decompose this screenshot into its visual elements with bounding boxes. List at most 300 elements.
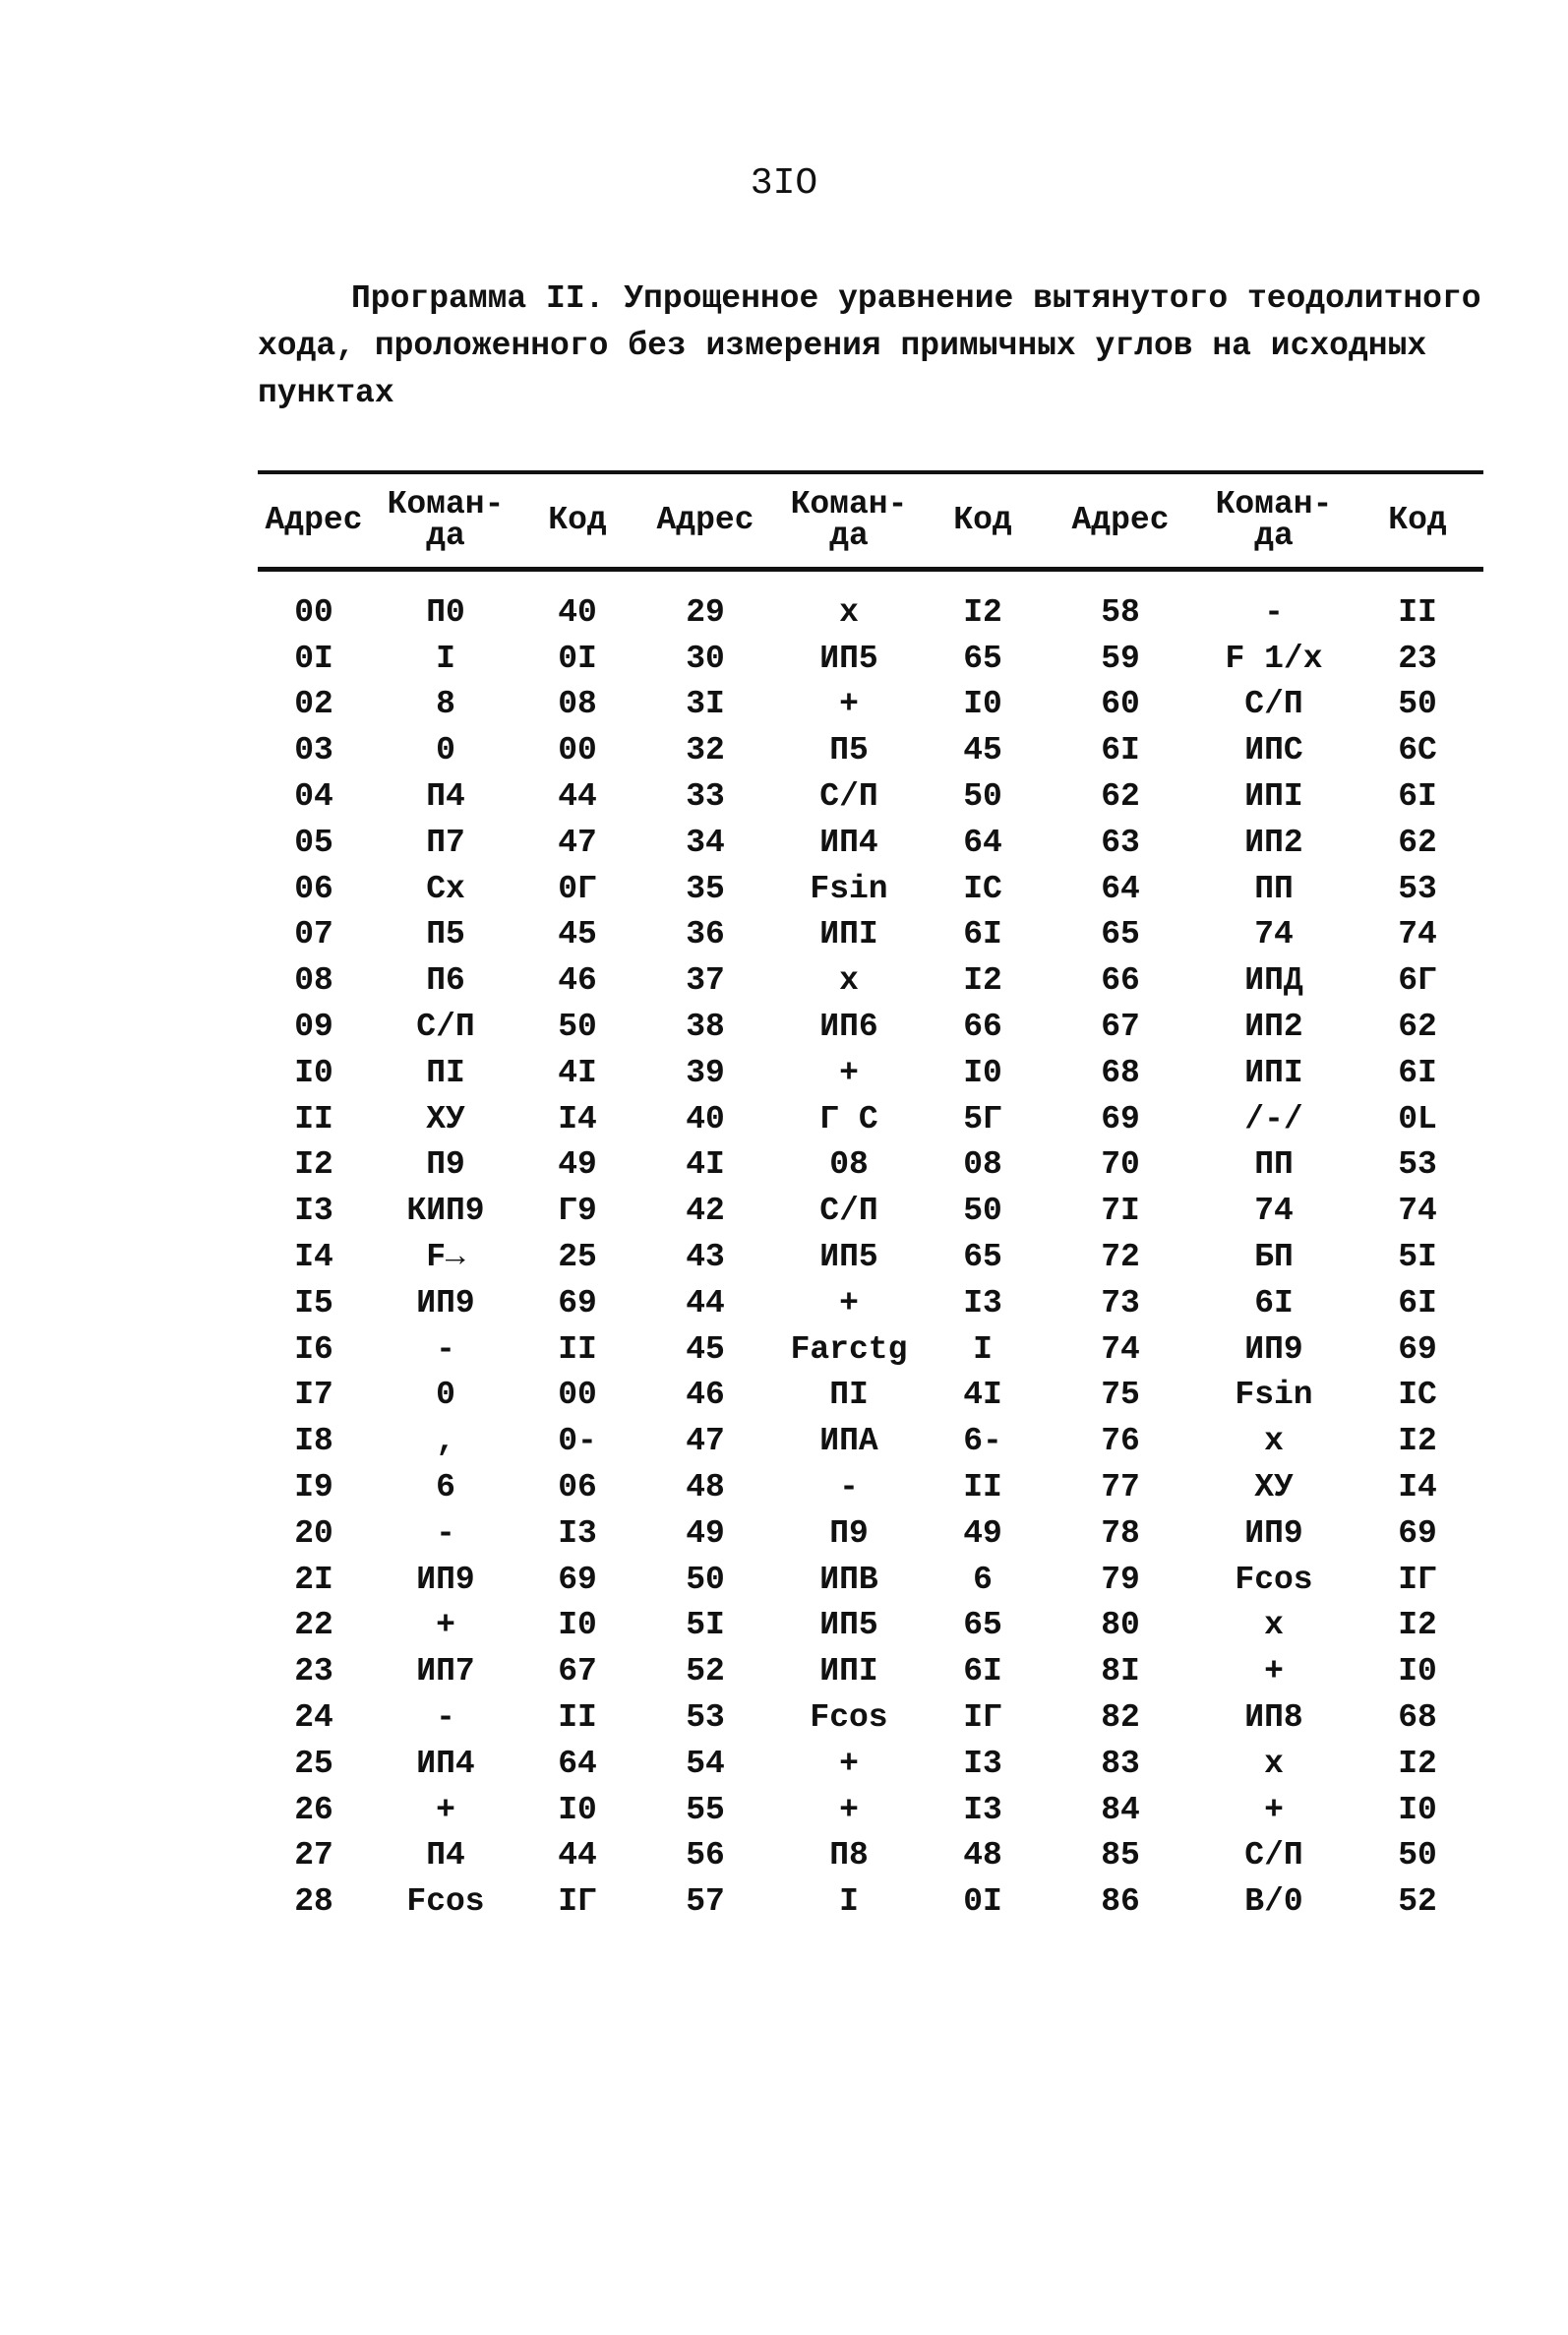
table-cell: 29	[686, 593, 725, 631]
table-cell: I0	[963, 686, 1002, 723]
table-row	[258, 1142, 1483, 1189]
table-row	[258, 1787, 1483, 1833]
table-cell: П7	[426, 824, 465, 861]
table-cell: I4	[294, 1239, 333, 1276]
table-cell: 6I	[1398, 1284, 1437, 1321]
table-cell: ПП	[1254, 1146, 1294, 1184]
table-cell: x	[839, 593, 859, 631]
table-row	[258, 1234, 1483, 1280]
table-cell: 09	[294, 1009, 333, 1046]
table-cell: 07	[294, 916, 333, 953]
table-cell: 0	[436, 1377, 455, 1414]
table-cell: П9	[829, 1514, 869, 1552]
table-cell: Fcos	[810, 1699, 888, 1737]
table-cell: 00	[558, 732, 597, 769]
table-cell: I4	[1398, 1469, 1437, 1506]
table-cell: I2	[963, 593, 1002, 631]
table-cell: 55	[686, 1791, 725, 1828]
table-cell: 00	[294, 593, 333, 631]
caption-line-2: хода, проложенного без измерения примычных углов на исходных	[258, 328, 1427, 364]
table-cell: 50	[963, 1193, 1002, 1230]
table-cell: 08	[294, 962, 333, 1000]
table-cell: -	[436, 1699, 455, 1737]
table-cell: x	[839, 962, 859, 1000]
table-row	[258, 1373, 1483, 1419]
table-cell: 62	[1398, 824, 1437, 861]
table-cell: БП	[1254, 1239, 1294, 1276]
table-cell: 85	[1101, 1837, 1140, 1874]
table-cell: ИП4	[416, 1745, 475, 1782]
table-cell: -	[436, 1514, 455, 1552]
table-cell: 35	[686, 870, 725, 907]
table-cell: ИП9	[416, 1561, 475, 1598]
table-cell: F→	[426, 1239, 465, 1276]
table-cell: 39	[686, 1054, 725, 1091]
table-cell: 6	[973, 1561, 993, 1598]
table-cell: +	[1264, 1791, 1284, 1828]
table-cell: I	[436, 640, 455, 677]
table-cell: 74	[1254, 916, 1294, 953]
table-row	[258, 572, 1483, 636]
caption-line-3: пунктах	[258, 375, 394, 411]
column-header-1: Коман- да	[387, 486, 505, 554]
table-row	[258, 1464, 1483, 1510]
table-cell: 22	[294, 1607, 333, 1644]
table-row	[258, 727, 1483, 773]
table-cell: 48	[963, 1837, 1002, 1874]
table-cell: II	[963, 1469, 1002, 1506]
table-header-row	[258, 474, 1483, 567]
table-cell: 44	[558, 1837, 597, 1874]
column-header-7: Коман- да	[1215, 486, 1333, 554]
column-header-5: Код	[953, 502, 1012, 538]
table-cell: ИПI	[1244, 778, 1303, 816]
table-cell: I3	[963, 1745, 1002, 1782]
table-cell: В/0	[1244, 1883, 1303, 1921]
table-cell: 40	[686, 1100, 725, 1137]
table-cell: 78	[1101, 1514, 1140, 1552]
table-cell: 72	[1101, 1239, 1140, 1276]
table-cell: 6I	[1398, 778, 1437, 816]
table-cell: 50	[963, 778, 1002, 816]
table-cell: 0-	[558, 1423, 597, 1460]
table-body	[258, 572, 1483, 1925]
table-cell: 69	[1398, 1514, 1437, 1552]
table-cell: 49	[963, 1514, 1002, 1552]
column-header-4: Коман- да	[790, 486, 908, 554]
page-number: 3IO	[750, 162, 818, 205]
table-cell: I9	[294, 1469, 333, 1506]
table-cell: ИП9	[1244, 1514, 1303, 1552]
table-cell: П4	[426, 1837, 465, 1874]
table-row	[258, 1280, 1483, 1326]
table-cell: -	[1264, 593, 1284, 631]
program-table	[258, 470, 1483, 1925]
table-cell: 77	[1101, 1469, 1140, 1506]
table-cell: 2I	[294, 1561, 333, 1598]
table-row	[258, 1694, 1483, 1741]
table-cell: Fcos	[406, 1883, 485, 1921]
table-cell: ИПА	[819, 1423, 878, 1460]
table-cell: П4	[426, 778, 465, 816]
table-cell: 53	[686, 1699, 725, 1737]
table-cell: II	[294, 1100, 333, 1137]
table-cell: I4	[558, 1100, 597, 1137]
table-cell: 37	[686, 962, 725, 1000]
table-cell: 80	[1101, 1607, 1140, 1644]
table-cell: 62	[1101, 778, 1140, 816]
table-cell: ИП8	[1244, 1699, 1303, 1737]
table-cell: 48	[686, 1469, 725, 1506]
table-cell: ИПВ	[819, 1561, 878, 1598]
table-cell: ИП2	[1244, 1009, 1303, 1046]
table-cell: x	[1264, 1745, 1284, 1782]
table-cell: ИП9	[416, 1284, 475, 1321]
table-cell: 67	[558, 1653, 597, 1690]
table-row	[258, 1741, 1483, 1787]
table-cell: 65	[963, 1239, 1002, 1276]
table-cell: ,	[436, 1423, 455, 1460]
table-cell: /-/	[1244, 1100, 1303, 1137]
table-cell: 68	[1398, 1699, 1437, 1737]
table-cell: 27	[294, 1837, 333, 1874]
table-cell: Fsin	[810, 870, 888, 907]
table-cell: ПП	[1254, 870, 1294, 907]
table-cell: 50	[558, 1009, 597, 1046]
table-cell: +	[839, 1054, 859, 1091]
table-cell: +	[436, 1791, 455, 1828]
table-cell: ИПI	[819, 916, 878, 953]
table-cell: 8	[436, 686, 455, 723]
table-cell: С/П	[1244, 686, 1303, 723]
table-cell: 52	[1398, 1883, 1437, 1921]
table-row	[258, 1557, 1483, 1603]
table-cell: 69	[558, 1284, 597, 1321]
table-cell: 64	[1101, 870, 1140, 907]
table-cell: Г9	[558, 1193, 597, 1230]
table-cell: 28	[294, 1883, 333, 1921]
table-cell: 65	[1101, 916, 1140, 953]
table-cell: 05	[294, 824, 333, 861]
table-cell: 64	[558, 1745, 597, 1782]
table-cell: П8	[829, 1837, 869, 1874]
table-cell: F 1/x	[1225, 640, 1323, 677]
table-cell: Farctg	[790, 1330, 908, 1368]
table-cell: 82	[1101, 1699, 1140, 1737]
table-cell: 6-	[963, 1423, 1002, 1460]
table-cell: 54	[686, 1745, 725, 1782]
table-row	[258, 912, 1483, 958]
table-cell: 49	[558, 1146, 597, 1184]
table-cell: 30	[686, 640, 725, 677]
table-cell: 6С	[1398, 732, 1437, 769]
table-cell: 4I	[963, 1377, 1002, 1414]
table-cell: 32	[686, 732, 725, 769]
table-cell: -	[436, 1330, 455, 1368]
table-cell: I	[973, 1330, 993, 1368]
table-cell: 5I	[686, 1607, 725, 1644]
table-cell: Fsin	[1235, 1377, 1313, 1414]
table-cell: 08	[963, 1146, 1002, 1184]
table-cell: I2	[1398, 1745, 1437, 1782]
table-row	[258, 1050, 1483, 1096]
table-cell: 25	[294, 1745, 333, 1782]
table-cell: I0	[294, 1054, 333, 1091]
table-cell: Fcos	[1235, 1561, 1313, 1598]
table-cell: 6I	[1254, 1284, 1294, 1321]
table-row	[258, 1648, 1483, 1694]
table-cell: +	[1264, 1653, 1284, 1690]
table-cell: 08	[558, 686, 597, 723]
table-cell: ИП5	[819, 1239, 878, 1276]
table-cell: 86	[1101, 1883, 1140, 1921]
table-cell: 4I	[558, 1054, 597, 1091]
table-cell: П5	[426, 916, 465, 953]
table-row	[258, 1418, 1483, 1464]
table-cell: ИП6	[819, 1009, 878, 1046]
table-row	[258, 1326, 1483, 1373]
table-cell: 59	[1101, 640, 1140, 677]
column-header-0: Адрес	[265, 502, 363, 538]
table-caption	[258, 276, 1481, 417]
table-cell: 56	[686, 1837, 725, 1874]
table-cell: I8	[294, 1423, 333, 1460]
table-cell: 74	[1101, 1330, 1140, 1368]
table-cell: I6	[294, 1330, 333, 1368]
table-cell: +	[839, 1284, 859, 1321]
table-cell: 57	[686, 1883, 725, 1921]
table-cell: 36	[686, 916, 725, 953]
table-cell: 6	[436, 1469, 455, 1506]
table-cell: 0I	[558, 640, 597, 677]
table-cell: 79	[1101, 1561, 1140, 1598]
table-cell: 45	[558, 916, 597, 953]
table-cell: I2	[294, 1146, 333, 1184]
table-cell: I0	[1398, 1653, 1437, 1690]
table-cell: ИП7	[416, 1653, 475, 1690]
table-cell: 0I	[963, 1883, 1002, 1921]
table-cell: 60	[1101, 686, 1140, 723]
table-cell: 50	[1398, 686, 1437, 723]
table-cell: I2	[1398, 1607, 1437, 1644]
table-row	[258, 1833, 1483, 1879]
table-row	[258, 1096, 1483, 1142]
table-cell: 74	[1398, 916, 1437, 953]
table-cell: Сх	[426, 870, 465, 907]
table-cell: 50	[686, 1561, 725, 1598]
table-cell: 66	[1101, 962, 1140, 1000]
table-cell: 08	[829, 1146, 869, 1184]
table-cell: I0	[1398, 1791, 1437, 1828]
table-cell: С/П	[1244, 1837, 1303, 1874]
table-cell: ИП2	[1244, 824, 1303, 861]
table-cell: 42	[686, 1193, 725, 1230]
table-cell: П6	[426, 962, 465, 1000]
table-cell: 0	[436, 732, 455, 769]
table-cell: 46	[558, 962, 597, 1000]
table-cell: I3	[963, 1791, 1002, 1828]
table-cell: 04	[294, 778, 333, 816]
table-cell: 84	[1101, 1791, 1140, 1828]
table-cell: I0	[963, 1054, 1002, 1091]
table-cell: 64	[963, 824, 1002, 861]
table-cell: 00	[558, 1377, 597, 1414]
program-grid	[258, 474, 1483, 1925]
table-row	[258, 1603, 1483, 1649]
table-cell: П9	[426, 1146, 465, 1184]
table-cell: ИП9	[1244, 1330, 1303, 1368]
table-cell: 45	[686, 1330, 725, 1368]
table-row	[258, 1004, 1483, 1050]
table-cell: Г С	[819, 1100, 878, 1137]
table-cell: 6Г	[1398, 962, 1437, 1000]
column-header-2: Код	[548, 502, 607, 538]
table-cell: 44	[558, 778, 597, 816]
table-cell: ХУ	[426, 1100, 465, 1137]
table-cell: 6I	[963, 916, 1002, 953]
table-cell: С/П	[819, 1193, 878, 1230]
table-cell: С/П	[416, 1009, 475, 1046]
table-cell: I	[839, 1883, 859, 1921]
table-cell: 0Г	[558, 870, 597, 907]
table-cell: +	[839, 686, 859, 723]
table-cell: 74	[1254, 1193, 1294, 1230]
table-row	[258, 866, 1483, 912]
table-cell: ИП5	[819, 1607, 878, 1644]
table-cell: 8I	[1101, 1653, 1140, 1690]
table-cell: 66	[963, 1009, 1002, 1046]
table-cell: 0L	[1398, 1100, 1437, 1137]
table-cell: 03	[294, 732, 333, 769]
table-cell: IГ	[1398, 1561, 1437, 1598]
table-cell: 44	[686, 1284, 725, 1321]
table-cell: 52	[686, 1653, 725, 1690]
table-row	[258, 1188, 1483, 1234]
table-cell: I0	[558, 1791, 597, 1828]
table-cell: ИП5	[819, 640, 878, 677]
table-cell: ИПI	[819, 1653, 878, 1690]
table-cell: 7I	[1101, 1193, 1140, 1230]
table-cell: II	[558, 1699, 597, 1737]
table-cell: 06	[294, 870, 333, 907]
table-row	[258, 1510, 1483, 1557]
column-header-3: Адрес	[656, 502, 754, 538]
table-cell: 0I	[294, 640, 333, 677]
table-cell: ПI	[829, 1377, 869, 1414]
table-cell: 74	[1398, 1193, 1437, 1230]
table-cell: 02	[294, 686, 333, 723]
table-cell: IГ	[558, 1883, 597, 1921]
table-cell: II	[558, 1330, 597, 1368]
caption-line-1: Программа II. Упрощенное уравнение вытянутого теодолитного	[351, 280, 1481, 317]
table-cell: 34	[686, 824, 725, 861]
table-cell: 40	[558, 593, 597, 631]
table-cell: 06	[558, 1469, 597, 1506]
table-cell: 73	[1101, 1284, 1140, 1321]
table-cell: 49	[686, 1514, 725, 1552]
table-cell: 53	[1398, 1146, 1437, 1184]
table-cell: 6I	[1398, 1054, 1437, 1091]
table-row	[258, 1878, 1483, 1925]
column-header-6: Адрес	[1071, 502, 1170, 538]
table-cell: 3I	[686, 686, 725, 723]
table-cell: 76	[1101, 1423, 1140, 1460]
table-cell: КИП9	[406, 1193, 485, 1230]
table-cell: 6I	[963, 1653, 1002, 1690]
table-cell: 24	[294, 1699, 333, 1737]
table-cell: 25	[558, 1239, 597, 1276]
table-cell: ХУ	[1254, 1469, 1294, 1506]
table-cell: 23	[1398, 640, 1437, 677]
table-cell: П5	[829, 732, 869, 769]
table-cell: 38	[686, 1009, 725, 1046]
table-cell: I0	[558, 1607, 597, 1644]
table-cell: 70	[1101, 1146, 1140, 1184]
table-cell: 4I	[686, 1146, 725, 1184]
column-header-8: Код	[1388, 502, 1447, 538]
table-cell: II	[1398, 593, 1437, 631]
table-cell: 20	[294, 1514, 333, 1552]
table-cell: 65	[963, 640, 1002, 677]
table-cell: 67	[1101, 1009, 1140, 1046]
table-cell: 26	[294, 1791, 333, 1828]
table-cell: 69	[558, 1561, 597, 1598]
table-cell: IГ	[963, 1699, 1002, 1737]
table-cell: 5I	[1398, 1239, 1437, 1276]
table-cell: 69	[1398, 1330, 1437, 1368]
table-cell: 50	[1398, 1837, 1437, 1874]
table-cell: 23	[294, 1653, 333, 1690]
table-cell: 6I	[1101, 732, 1140, 769]
table-cell: П0	[426, 593, 465, 631]
table-cell: I2	[963, 962, 1002, 1000]
table-row	[258, 957, 1483, 1004]
table-cell: 63	[1101, 824, 1140, 861]
table-cell: x	[1264, 1423, 1284, 1460]
table-row	[258, 820, 1483, 866]
table-row	[258, 682, 1483, 728]
table-cell: x	[1264, 1607, 1284, 1644]
table-cell: IС	[963, 870, 1002, 907]
table-cell: 5Г	[963, 1100, 1002, 1137]
table-cell: 68	[1101, 1054, 1140, 1091]
table-cell: 58	[1101, 593, 1140, 631]
table-cell: I3	[963, 1284, 1002, 1321]
table-cell: ПI	[426, 1054, 465, 1091]
table-row	[258, 636, 1483, 682]
table-cell: I2	[1398, 1423, 1437, 1460]
table-cell: 69	[1101, 1100, 1140, 1137]
table-cell: С/П	[819, 778, 878, 816]
table-cell: I3	[558, 1514, 597, 1552]
table-cell: I3	[294, 1193, 333, 1230]
table-cell: +	[436, 1607, 455, 1644]
table-cell: IС	[1398, 1377, 1437, 1414]
table-row	[258, 773, 1483, 820]
table-cell: 46	[686, 1377, 725, 1414]
table-cell: 33	[686, 778, 725, 816]
table-cell: 43	[686, 1239, 725, 1276]
table-cell: 83	[1101, 1745, 1140, 1782]
table-cell: ИП4	[819, 824, 878, 861]
table-cell: I7	[294, 1377, 333, 1414]
table-cell: +	[839, 1745, 859, 1782]
table-cell: 75	[1101, 1377, 1140, 1414]
table-cell: I5	[294, 1284, 333, 1321]
table-cell: 47	[558, 824, 597, 861]
table-cell: 53	[1398, 870, 1437, 907]
table-cell: +	[839, 1791, 859, 1828]
